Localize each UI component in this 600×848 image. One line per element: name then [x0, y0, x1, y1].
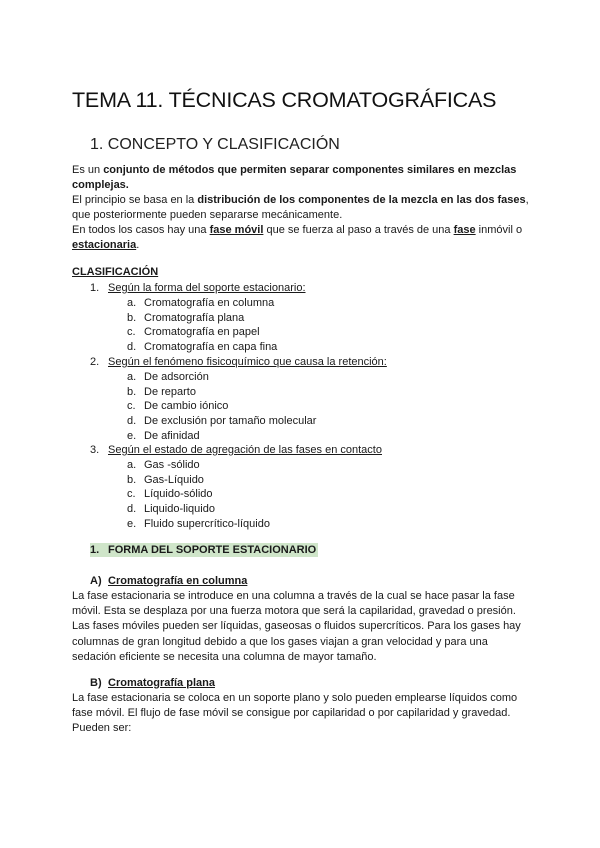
item-text: De reparto	[144, 386, 196, 398]
subsection-a-text: La fase estacionaria se introduce en una columna a través de la cual se hace pasar la fase móvil. Esta se desplaza por una fuerza motora que será la capilaridad, gravedad o presión. Las fases móviles pueden ser líquidas, gaseosas o fluidos supercríticos. Para los gases hay columnas de gran longitud debido a que los gases viajan a gran velocidad y para una sedación eficiente se necesita una columna de mayor tamaño.	[72, 590, 521, 663]
item-letter: b.	[127, 386, 137, 398]
item-letter: d.	[127, 341, 137, 353]
page-title: TEMA 11. TÉCNICAS CROMATOGRÁFICAS	[72, 88, 497, 112]
item-text: Fluido supercrítico-líquido	[144, 518, 270, 530]
subsection-label: B)	[90, 677, 102, 689]
item-letter: e.	[127, 518, 137, 530]
item-letter: a.	[127, 459, 137, 471]
item-letter: b.	[127, 312, 137, 324]
term-fase: fase	[453, 224, 476, 236]
list-item	[127, 502, 215, 517]
classification-heading: CLASIFICACIÓN	[72, 266, 159, 278]
list-item	[127, 385, 196, 400]
intro-p2-text: El principio se basa en la	[72, 194, 198, 206]
intro-p2-bold: distribución de los componentes de la mezcla en las dos fases	[197, 194, 526, 206]
item-text: Líquido-sólido	[144, 488, 213, 500]
list-item	[127, 517, 270, 532]
intro-p1-text: Es un	[72, 164, 104, 176]
item-letter: a.	[127, 297, 137, 309]
group-label: Según la forma del soporte estacionario:	[108, 282, 306, 294]
intro-p2-rest: , que posteriormente pueden separarse mecánicamente.	[72, 194, 529, 221]
intro-p1-bold: conjunto de métodos que permiten separar componentes similares en mezclas complejas.	[72, 164, 517, 191]
item-text: Liquido-liquido	[144, 503, 215, 515]
list-item	[127, 296, 274, 311]
section-subtitle: 1. CONCEPTO Y CLASIFICACIÓN	[90, 136, 340, 153]
item-letter: e.	[127, 430, 137, 442]
section-heading-highlighted	[90, 543, 318, 557]
item-text: Cromatografía en capa fina	[144, 341, 278, 353]
item-text: Cromatografía plana	[144, 312, 245, 324]
list-item	[127, 473, 204, 488]
list-item	[127, 325, 260, 340]
term-fase-movil: fase móvil	[209, 224, 264, 236]
item-letter: c.	[127, 326, 136, 338]
list-item	[127, 458, 200, 473]
list-item	[127, 414, 316, 429]
intro-paragraph-1	[72, 163, 532, 193]
item-letter: c.	[127, 488, 136, 500]
group-label: Según el estado de agregación de las fases en contacto	[108, 444, 382, 456]
group-number: 3.	[90, 444, 100, 456]
list-item	[127, 340, 277, 355]
item-letter: d.	[127, 415, 137, 427]
item-text: De cambio iónico	[144, 400, 229, 412]
intro-paragraph-3	[72, 223, 532, 253]
intro-paragraph-2	[72, 193, 532, 223]
item-text: Cromatografía en papel	[144, 326, 260, 338]
section-number: 1.	[90, 544, 100, 556]
intro-p3-mid: que se fuerza al paso a través de una	[263, 224, 454, 236]
item-text: Gas-Líquido	[144, 474, 204, 486]
list-item	[127, 429, 200, 444]
list-item	[127, 399, 228, 414]
subsection-b-text: La fase estacionaria se coloca en un soporte plano y solo pueden emplearse líquidos como fase móvil. El flujo de fase móvil se consigue por capilaridad o por capilaridad y gravedad. Pueden ser:	[72, 692, 518, 735]
subsection-title: Cromatografía plana	[108, 677, 215, 689]
classification-group-3	[90, 443, 382, 458]
group-number: 1.	[90, 282, 100, 294]
term-estacionaria: estacionaria	[72, 239, 137, 251]
item-text: Gas -sólido	[144, 459, 200, 471]
intro-p3-mid2: inmóvil o	[475, 224, 523, 236]
item-text: De adsorción	[144, 371, 209, 383]
item-letter: a.	[127, 371, 137, 383]
group-label: Según el fenómeno fisicoquímico que causa la retención:	[108, 356, 387, 368]
item-text: Cromatografía en columna	[144, 297, 275, 309]
item-letter: c.	[127, 400, 136, 412]
item-letter: b.	[127, 474, 137, 486]
intro-p3-end: .	[136, 239, 140, 251]
list-item	[127, 311, 244, 326]
subsection-a-heading	[90, 575, 247, 587]
subsection-title: Cromatografía en columna	[108, 575, 248, 587]
item-text: De exclusión por tamaño molecular	[144, 415, 317, 427]
section-heading-text: FORMA DEL SOPORTE ESTACIONARIO	[108, 544, 317, 556]
classification-group-2	[90, 355, 387, 370]
item-text: De afinidad	[144, 430, 200, 442]
list-item	[127, 487, 213, 502]
item-letter: d.	[127, 503, 137, 515]
classification-group-1	[90, 281, 306, 296]
group-number: 2.	[90, 356, 100, 368]
subsection-b-heading	[90, 677, 215, 689]
list-item	[127, 370, 209, 385]
intro-p3-text: En todos los casos hay una	[72, 224, 210, 236]
subsection-label: A)	[90, 575, 102, 587]
